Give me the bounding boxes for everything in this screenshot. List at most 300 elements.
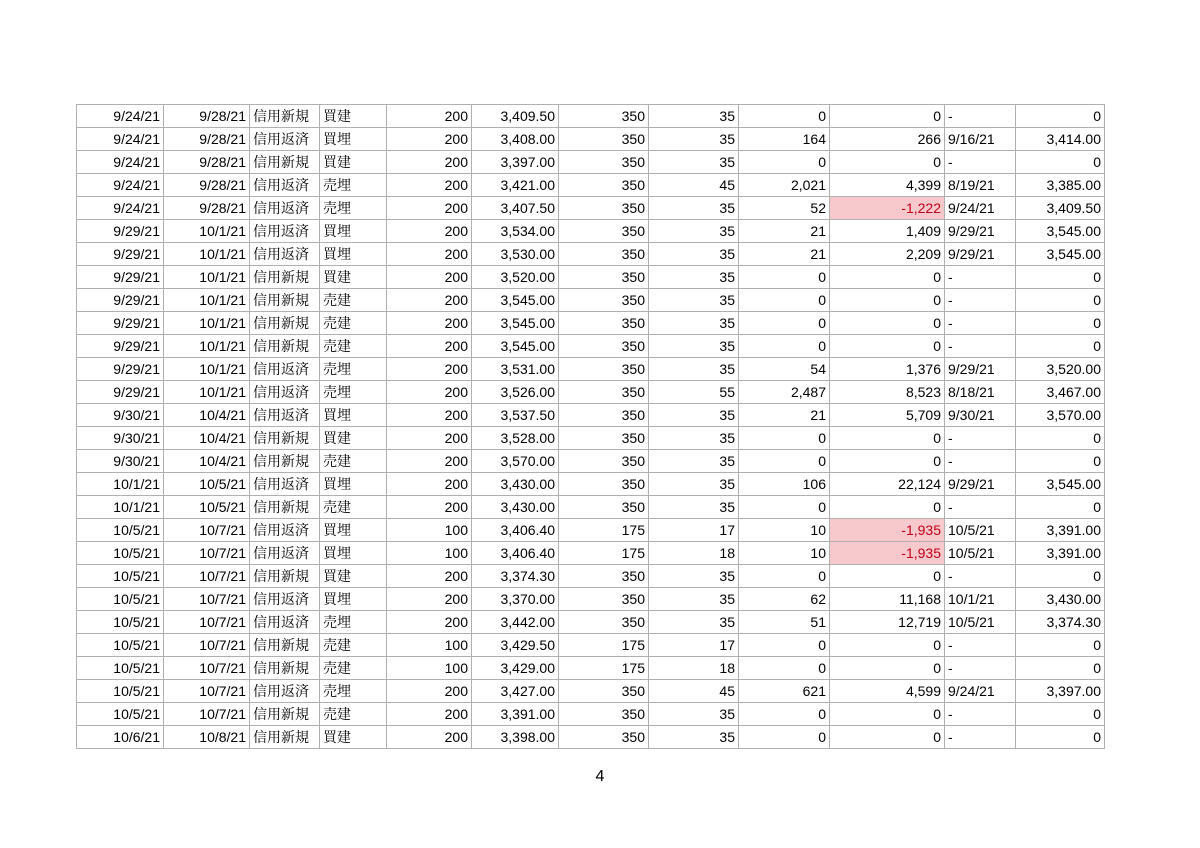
table-row [77,266,1105,289]
fee-cell: 350 [559,404,649,427]
trade-side-cell: 買埋 [320,404,387,427]
table-row [77,312,1105,335]
open-date-cell: - [945,289,1016,312]
open-price-cell: 3,385.00 [1016,174,1105,197]
table-row [77,151,1105,174]
interest-cell: 0 [739,312,830,335]
trade-date-cell: 9/29/21 [77,381,164,404]
fee-cell: 350 [559,220,649,243]
table-row [77,473,1105,496]
open-date-cell: - [945,266,1016,289]
profit-loss-cell: 2,209 [830,243,945,266]
interest-cell: 164 [739,128,830,151]
tax-cell: 35 [649,266,739,289]
tax-cell: 18 [649,657,739,680]
trade-side-cell: 買埋 [320,519,387,542]
trade-date-cell: 10/5/21 [77,519,164,542]
trade-side-cell: 買建 [320,427,387,450]
open-price-cell: 0 [1016,289,1105,312]
tax-cell: 35 [649,588,739,611]
settle-date-cell: 10/5/21 [164,496,250,519]
price-cell: 3,429.50 [472,634,559,657]
fee-cell: 350 [559,427,649,450]
trade-date-cell: 10/5/21 [77,588,164,611]
fee-cell: 350 [559,358,649,381]
open-date-cell: 10/5/21 [945,611,1016,634]
interest-cell: 51 [739,611,830,634]
quantity-cell: 200 [387,197,472,220]
tax-cell: 35 [649,703,739,726]
quantity-cell: 200 [387,726,472,749]
interest-cell: 0 [739,335,830,358]
table-row [77,519,1105,542]
table-row [77,634,1105,657]
fee-cell: 350 [559,726,649,749]
table-row [77,450,1105,473]
table-row [77,542,1105,565]
tax-cell: 45 [649,680,739,703]
profit-loss-cell: 0 [830,657,945,680]
quantity-cell: 200 [387,335,472,358]
trade-type-cell: 信用返済 [250,611,320,634]
settle-date-cell: 10/1/21 [164,335,250,358]
interest-cell: 0 [739,266,830,289]
trade-date-cell: 9/24/21 [77,151,164,174]
trade-side-cell: 買埋 [320,243,387,266]
price-cell: 3,534.00 [472,220,559,243]
quantity-cell: 200 [387,450,472,473]
trade-side-cell: 買埋 [320,588,387,611]
open-price-cell: 3,374.30 [1016,611,1105,634]
profit-loss-cell: 1,376 [830,358,945,381]
fee-cell: 350 [559,243,649,266]
fee-cell: 350 [559,128,649,151]
trade-type-cell: 信用返済 [250,358,320,381]
open-price-cell: 3,545.00 [1016,243,1105,266]
trade-type-cell: 信用返済 [250,243,320,266]
trade-type-cell: 信用新規 [250,450,320,473]
profit-loss-cell: 0 [830,289,945,312]
tax-cell: 35 [649,289,739,312]
open-price-cell: 0 [1016,657,1105,680]
trade-date-cell: 9/29/21 [77,243,164,266]
price-cell: 3,406.40 [472,542,559,565]
trade-table-body [77,105,1105,749]
open-date-cell: 9/30/21 [945,404,1016,427]
open-date-cell: 9/24/21 [945,680,1016,703]
trade-type-cell: 信用返済 [250,473,320,496]
page-number: 4 [595,768,605,785]
open-price-cell: 0 [1016,266,1105,289]
trade-side-cell: 売埋 [320,174,387,197]
open-price-cell: 3,570.00 [1016,404,1105,427]
trade-side-cell: 売建 [320,657,387,680]
fee-cell: 350 [559,266,649,289]
price-cell: 3,429.00 [472,657,559,680]
table-row [77,588,1105,611]
open-date-cell: 9/29/21 [945,358,1016,381]
settle-date-cell: 10/4/21 [164,404,250,427]
settle-date-cell: 10/1/21 [164,220,250,243]
open-price-cell: 3,545.00 [1016,220,1105,243]
open-price-cell: 0 [1016,634,1105,657]
profit-loss-cell: 4,399 [830,174,945,197]
settle-date-cell: 10/7/21 [164,542,250,565]
interest-cell: 10 [739,542,830,565]
price-cell: 3,406.40 [472,519,559,542]
open-price-cell: 0 [1016,703,1105,726]
fee-cell: 350 [559,473,649,496]
open-date-cell: - [945,565,1016,588]
settle-date-cell: 10/7/21 [164,680,250,703]
table-row [77,105,1105,128]
trade-date-cell: 9/24/21 [77,128,164,151]
price-cell: 3,391.00 [472,703,559,726]
price-cell: 3,407.50 [472,197,559,220]
price-cell: 3,398.00 [472,726,559,749]
open-price-cell: 3,409.50 [1016,197,1105,220]
trade-table [76,104,1105,749]
trade-type-cell: 信用新規 [250,151,320,174]
profit-loss-cell: 0 [830,427,945,450]
table-row [77,496,1105,519]
trade-side-cell: 買建 [320,726,387,749]
table-row [77,404,1105,427]
profit-loss-cell: 0 [830,703,945,726]
trade-type-cell: 信用返済 [250,381,320,404]
open-date-cell: 10/5/21 [945,519,1016,542]
trade-date-cell: 9/29/21 [77,289,164,312]
open-price-cell: 0 [1016,450,1105,473]
quantity-cell: 200 [387,427,472,450]
profit-loss-cell: 4,599 [830,680,945,703]
fee-cell: 350 [559,174,649,197]
trade-side-cell: 売建 [320,335,387,358]
trade-side-cell: 売建 [320,634,387,657]
tax-cell: 35 [649,611,739,634]
settle-date-cell: 10/7/21 [164,703,250,726]
trade-date-cell: 10/5/21 [77,565,164,588]
profit-loss-cell: 0 [830,335,945,358]
quantity-cell: 200 [387,703,472,726]
tax-cell: 45 [649,174,739,197]
fee-cell: 350 [559,197,649,220]
tax-cell: 35 [649,726,739,749]
quantity-cell: 200 [387,381,472,404]
price-cell: 3,427.00 [472,680,559,703]
table-row [77,197,1105,220]
price-cell: 3,530.00 [472,243,559,266]
settle-date-cell: 10/7/21 [164,565,250,588]
tax-cell: 35 [649,312,739,335]
fee-cell: 350 [559,105,649,128]
table-row [77,381,1105,404]
interest-cell: 21 [739,220,830,243]
tax-cell: 35 [649,243,739,266]
quantity-cell: 200 [387,496,472,519]
price-cell: 3,537.50 [472,404,559,427]
tax-cell: 35 [649,404,739,427]
tax-cell: 35 [649,151,739,174]
profit-loss-cell: 0 [830,105,945,128]
settle-date-cell: 9/28/21 [164,151,250,174]
open-price-cell: 0 [1016,427,1105,450]
open-price-cell: 0 [1016,312,1105,335]
profit-loss-cell: 12,719 [830,611,945,634]
price-cell: 3,545.00 [472,289,559,312]
open-date-cell: - [945,312,1016,335]
trade-date-cell: 10/5/21 [77,611,164,634]
trade-date-cell: 9/29/21 [77,335,164,358]
tax-cell: 35 [649,473,739,496]
quantity-cell: 200 [387,680,472,703]
interest-cell: 106 [739,473,830,496]
open-price-cell: 3,391.00 [1016,519,1105,542]
quantity-cell: 200 [387,151,472,174]
fee-cell: 350 [559,335,649,358]
open-date-cell: - [945,105,1016,128]
trade-date-cell: 10/1/21 [77,473,164,496]
profit-loss-cell: 11,168 [830,588,945,611]
table-row [77,174,1105,197]
interest-cell: 62 [739,588,830,611]
trade-type-cell: 信用新規 [250,312,320,335]
price-cell: 3,421.00 [472,174,559,197]
trade-side-cell: 売建 [320,496,387,519]
quantity-cell: 200 [387,220,472,243]
trade-side-cell: 売埋 [320,381,387,404]
price-cell: 3,430.00 [472,473,559,496]
trade-type-cell: 信用新規 [250,657,320,680]
open-price-cell: 3,545.00 [1016,473,1105,496]
trade-type-cell: 信用新規 [250,105,320,128]
quantity-cell: 200 [387,358,472,381]
price-cell: 3,409.50 [472,105,559,128]
tax-cell: 35 [649,220,739,243]
tax-cell: 35 [649,565,739,588]
interest-cell: 0 [739,565,830,588]
interest-cell: 0 [739,657,830,680]
open-price-cell: 0 [1016,335,1105,358]
trade-type-cell: 信用返済 [250,197,320,220]
trade-type-cell: 信用返済 [250,680,320,703]
settle-date-cell: 10/7/21 [164,634,250,657]
open-date-cell: 10/5/21 [945,542,1016,565]
price-cell: 3,442.00 [472,611,559,634]
open-price-cell: 0 [1016,726,1105,749]
fee-cell: 175 [559,542,649,565]
interest-cell: 0 [739,427,830,450]
open-date-cell: 9/29/21 [945,473,1016,496]
quantity-cell: 100 [387,542,472,565]
interest-cell: 21 [739,404,830,427]
quantity-cell: 200 [387,473,472,496]
trade-type-cell: 信用新規 [250,565,320,588]
tax-cell: 18 [649,542,739,565]
quantity-cell: 200 [387,243,472,266]
profit-loss-cell: -1,935 [830,519,945,542]
interest-cell: 2,487 [739,381,830,404]
quantity-cell: 100 [387,519,472,542]
trade-type-cell: 信用新規 [250,703,320,726]
tax-cell: 35 [649,450,739,473]
quantity-cell: 200 [387,266,472,289]
trade-side-cell: 売建 [320,450,387,473]
trade-date-cell: 9/30/21 [77,450,164,473]
table-row [77,243,1105,266]
interest-cell: 21 [739,243,830,266]
tax-cell: 55 [649,381,739,404]
trade-side-cell: 買埋 [320,220,387,243]
trade-side-cell: 買建 [320,151,387,174]
settle-date-cell: 9/28/21 [164,128,250,151]
price-cell: 3,528.00 [472,427,559,450]
open-date-cell: 8/18/21 [945,381,1016,404]
fee-cell: 350 [559,611,649,634]
trade-type-cell: 信用新規 [250,726,320,749]
profit-loss-cell: 0 [830,634,945,657]
price-cell: 3,520.00 [472,266,559,289]
interest-cell: 0 [739,151,830,174]
settle-date-cell: 10/4/21 [164,450,250,473]
trade-side-cell: 売建 [320,289,387,312]
table-row [77,427,1105,450]
trade-date-cell: 9/29/21 [77,358,164,381]
tax-cell: 17 [649,519,739,542]
tax-cell: 17 [649,634,739,657]
open-price-cell: 3,520.00 [1016,358,1105,381]
trade-side-cell: 買建 [320,266,387,289]
interest-cell: 2,021 [739,174,830,197]
interest-cell: 54 [739,358,830,381]
tax-cell: 35 [649,197,739,220]
tax-cell: 35 [649,335,739,358]
trade-type-cell: 信用返済 [250,220,320,243]
fee-cell: 175 [559,657,649,680]
price-cell: 3,526.00 [472,381,559,404]
trade-side-cell: 売建 [320,703,387,726]
profit-loss-cell: 0 [830,151,945,174]
trade-date-cell: 10/5/21 [77,634,164,657]
trade-type-cell: 信用新規 [250,427,320,450]
open-price-cell: 0 [1016,565,1105,588]
fee-cell: 175 [559,634,649,657]
trade-type-cell: 信用新規 [250,496,320,519]
profit-loss-cell: 5,709 [830,404,945,427]
trade-date-cell: 9/29/21 [77,220,164,243]
profit-loss-cell: -1,222 [830,197,945,220]
open-price-cell: 0 [1016,496,1105,519]
interest-cell: 0 [739,450,830,473]
price-cell: 3,370.00 [472,588,559,611]
interest-cell: 0 [739,634,830,657]
trade-type-cell: 信用返済 [250,174,320,197]
trade-side-cell: 売埋 [320,358,387,381]
open-date-cell: - [945,450,1016,473]
interest-cell: 0 [739,726,830,749]
interest-cell: 621 [739,680,830,703]
interest-cell: 0 [739,703,830,726]
interest-cell: 0 [739,105,830,128]
open-price-cell: 3,430.00 [1016,588,1105,611]
price-cell: 3,374.30 [472,565,559,588]
tax-cell: 35 [649,105,739,128]
fee-cell: 350 [559,289,649,312]
tax-cell: 35 [649,128,739,151]
profit-loss-cell: 0 [830,266,945,289]
settle-date-cell: 10/7/21 [164,611,250,634]
open-date-cell: 9/29/21 [945,220,1016,243]
trade-side-cell: 売埋 [320,197,387,220]
open-date-cell: 9/29/21 [945,243,1016,266]
quantity-cell: 100 [387,634,472,657]
settle-date-cell: 10/1/21 [164,243,250,266]
settle-date-cell: 10/7/21 [164,657,250,680]
open-date-cell: 9/24/21 [945,197,1016,220]
interest-cell: 0 [739,289,830,312]
fee-cell: 350 [559,588,649,611]
profit-loss-cell: 1,409 [830,220,945,243]
quantity-cell: 100 [387,657,472,680]
trade-side-cell: 買埋 [320,128,387,151]
table-row [77,128,1105,151]
table-row [77,703,1105,726]
price-cell: 3,430.00 [472,496,559,519]
open-price-cell: 0 [1016,151,1105,174]
trade-date-cell: 9/30/21 [77,427,164,450]
trade-date-cell: 9/30/21 [77,404,164,427]
open-price-cell: 3,467.00 [1016,381,1105,404]
trade-date-cell: 10/5/21 [77,657,164,680]
quantity-cell: 200 [387,289,472,312]
open-date-cell: - [945,726,1016,749]
tax-cell: 35 [649,496,739,519]
price-cell: 3,397.00 [472,151,559,174]
profit-loss-cell: 0 [830,726,945,749]
quantity-cell: 200 [387,404,472,427]
trade-type-cell: 信用返済 [250,128,320,151]
profit-loss-cell: 0 [830,312,945,335]
trade-type-cell: 信用返済 [250,519,320,542]
open-date-cell: - [945,657,1016,680]
quantity-cell: 200 [387,565,472,588]
trade-date-cell: 9/24/21 [77,197,164,220]
table-row [77,289,1105,312]
price-cell: 3,545.00 [472,335,559,358]
fee-cell: 350 [559,312,649,335]
settle-date-cell: 10/1/21 [164,358,250,381]
profit-loss-cell: 8,523 [830,381,945,404]
table-row [77,565,1105,588]
trade-date-cell: 9/29/21 [77,266,164,289]
table-row [77,611,1105,634]
trade-type-cell: 信用新規 [250,266,320,289]
quantity-cell: 200 [387,588,472,611]
quantity-cell: 200 [387,174,472,197]
open-price-cell: 3,414.00 [1016,128,1105,151]
table-row [77,680,1105,703]
trade-date-cell: 10/6/21 [77,726,164,749]
profit-loss-cell: 0 [830,496,945,519]
interest-cell: 0 [739,496,830,519]
quantity-cell: 200 [387,312,472,335]
open-date-cell: - [945,703,1016,726]
price-cell: 3,531.00 [472,358,559,381]
trade-date-cell: 9/24/21 [77,174,164,197]
settle-date-cell: 10/7/21 [164,588,250,611]
trade-date-cell: 10/5/21 [77,680,164,703]
trade-side-cell: 売建 [320,312,387,335]
